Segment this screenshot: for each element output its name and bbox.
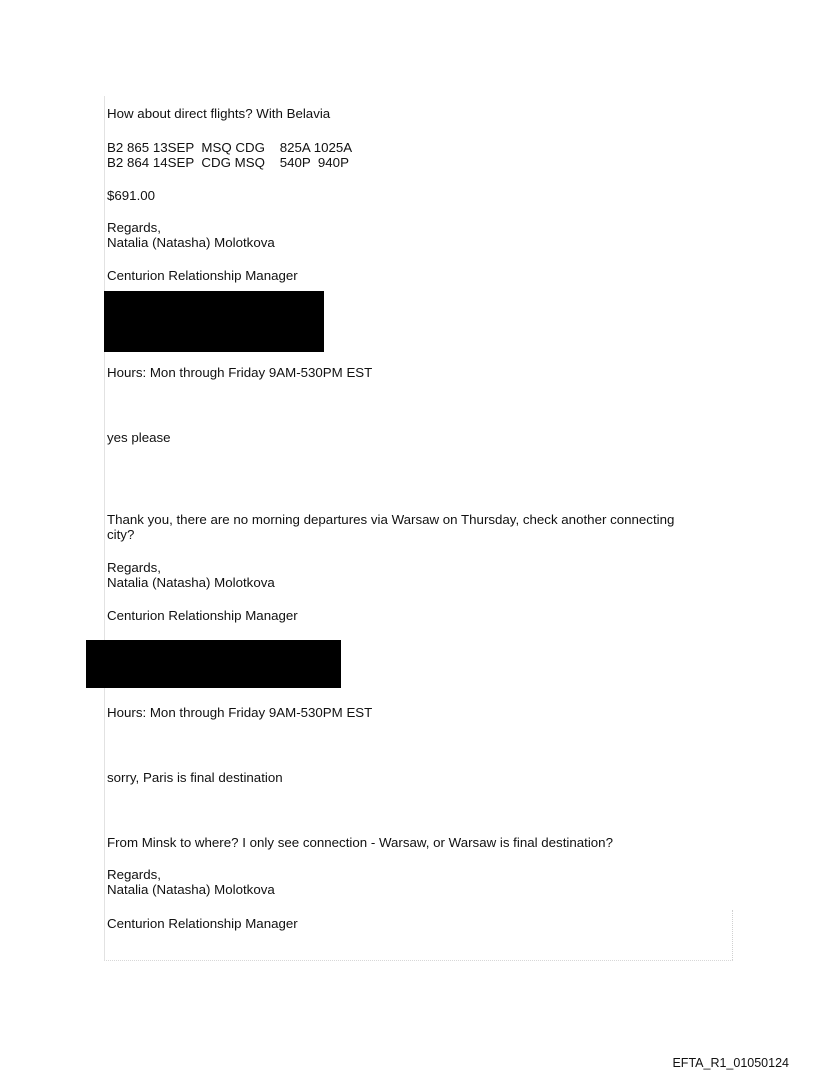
sender-name: Natalia (Natasha) Molotkova: [107, 235, 275, 250]
sender-name: Natalia (Natasha) Molotkova: [107, 882, 275, 897]
price: $691.00: [107, 188, 156, 203]
email-body-frame: [104, 96, 733, 961]
redaction-block: [86, 640, 341, 688]
message-3-body-line-1: Thank you, there are no morning departures via Warsaw on Thursday, check another connecting: [107, 512, 675, 527]
closing: Regards,: [107, 220, 161, 235]
hours-text: Hours: Mon through Friday 9AM-530PM EST: [107, 365, 373, 380]
frame-divider: [732, 910, 733, 960]
document-id: EFTA_R1_01050124: [672, 1056, 789, 1070]
closing: Regards,: [107, 560, 161, 575]
message-1-body: How about direct flights? With Belavia: [107, 106, 331, 121]
sender-title: Centurion Relationship Manager: [107, 268, 298, 283]
message-2-body: yes please: [107, 430, 171, 445]
itinerary-line-1: B2 865 13SEP MSQ CDG 825A 1025A: [107, 140, 353, 155]
hours-text: Hours: Mon through Friday 9AM-530PM EST: [107, 705, 373, 720]
sender-name: Natalia (Natasha) Molotkova: [107, 575, 275, 590]
closing: Regards,: [107, 867, 161, 882]
redaction-block: [104, 291, 324, 352]
sender-title: Centurion Relationship Manager: [107, 608, 298, 623]
itinerary-line-2: B2 864 14SEP CDG MSQ 540P 940P: [107, 155, 349, 170]
message-5-body: From Minsk to where? I only see connection - Warsaw, or Warsaw is final destination?: [107, 835, 613, 850]
sender-title: Centurion Relationship Manager: [107, 916, 298, 931]
message-3-body-line-2: city?: [107, 527, 135, 542]
message-4-body: sorry, Paris is final destination: [107, 770, 283, 785]
